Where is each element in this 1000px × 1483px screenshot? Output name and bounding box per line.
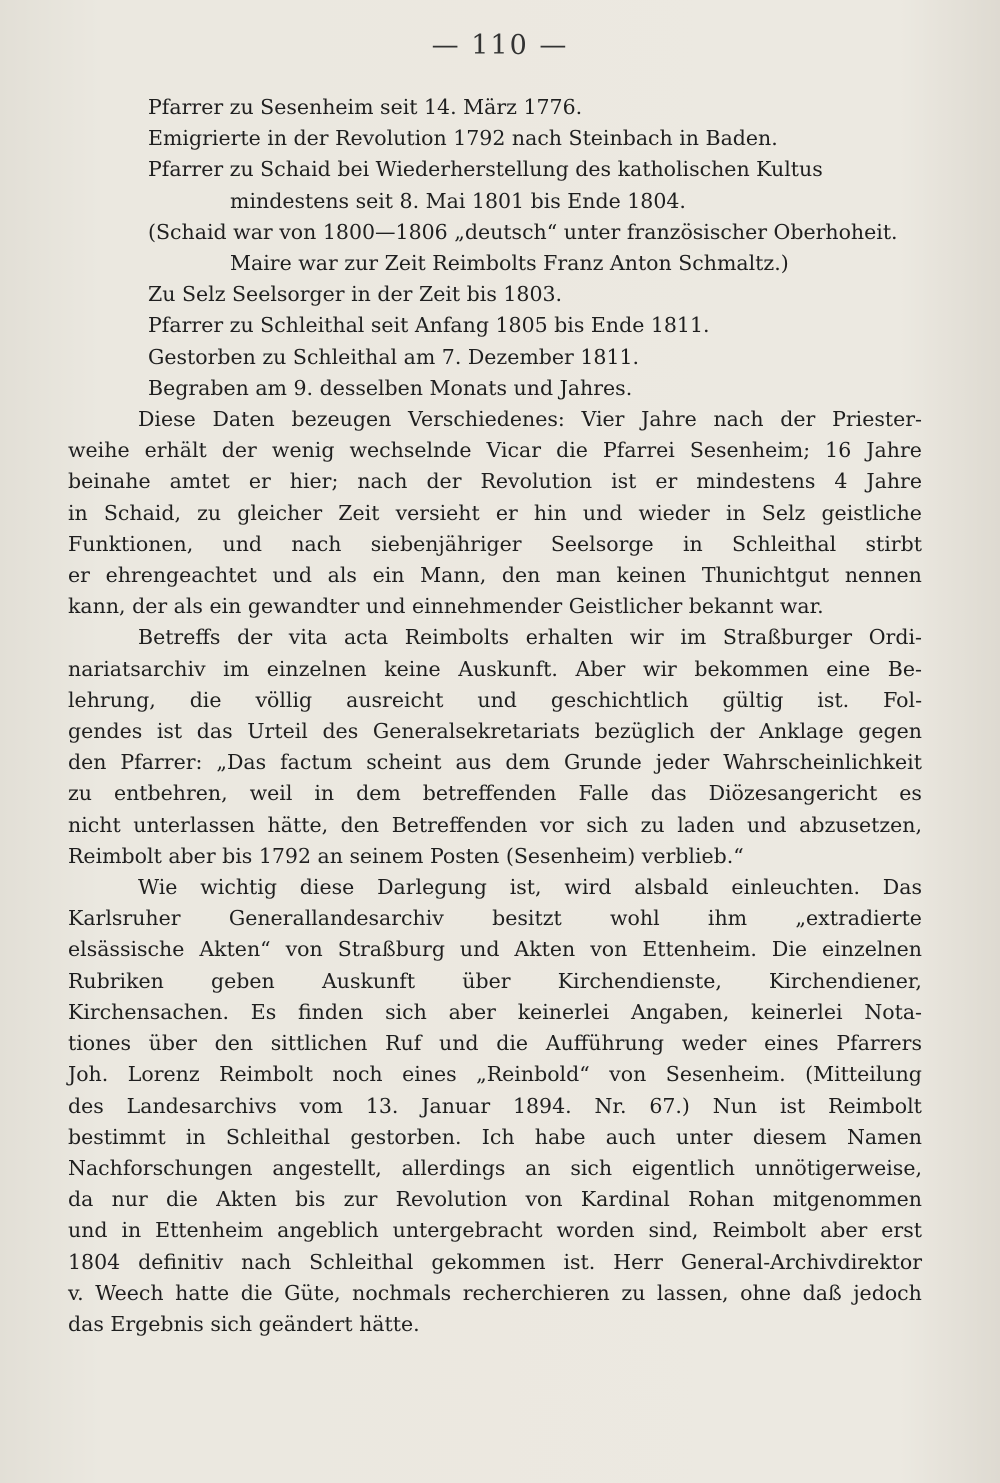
paragraph-line: Diese Daten bezeugen Verschiedenes: Vier Jahre nach der Priester-: [138, 407, 922, 432]
biography-entry-line: Pfarrer zu Schaid bei Wiederherstellung des katholischen Kultus: [148, 157, 823, 182]
biography-entry-line: (Schaid war von 1800—1806 „deutsch“ unter französischer Oberhoheit.: [148, 219, 898, 244]
paragraph-line: Karlsruher Generallandesarchiv besitzt wohl ihm „extradierte: [68, 906, 922, 931]
paragraph-line: nicht unterlassen hätte, den Betreffenden vor sich zu laden und abzusetzen,: [68, 812, 922, 837]
paragraph-line: Reimbolt aber bis 1792 an seinem Posten (Sesenheim) verblieb.“: [68, 843, 744, 868]
paragraph-line: Joh. Lorenz Reimbolt noch eines „Reinbold“ von Sesenheim. (Mitteilung: [68, 1062, 922, 1087]
paragraph-line: Rubriken geben Auskunft über Kirchendienste, Kirchendiener,: [68, 968, 922, 993]
paragraph-line: bestimmt in Schleithal gestorben. Ich habe auch unter diesem Namen: [68, 1124, 922, 1149]
paragraph-line: und in Ettenheim angeblich untergebracht worden sind, Reimbolt aber erst: [68, 1218, 922, 1243]
paragraph-line: lehrung, die völlig ausreicht und geschichtlich gültig ist. Fol-: [68, 687, 922, 712]
paragraph-line: weihe erhält der wenig wechselnde Vicar die Pfarrei Sesenheim; 16 Jahre: [68, 438, 922, 463]
paragraph-line: nariatsarchiv im einzelnen keine Auskunft. Aber wir bekommen eine Be-: [68, 656, 922, 681]
paragraph-line: 1804 definitiv nach Schleithal gekommen ist. Herr General-Archivdirektor: [68, 1249, 922, 1274]
paragraph-line: elsässische Akten“ von Straßburg und Akten von Ettenheim. Die einzelnen: [68, 937, 922, 962]
paragraph-line: Kirchensachen. Es finden sich aber keinerlei Angaben, keinerlei Nota-: [68, 999, 922, 1024]
paragraph-line: Nachforschungen angestellt, allerdings an sich eigentlich unnötigerweise,: [68, 1155, 922, 1180]
biography-entry-line: Pfarrer zu Schleithal seit Anfang 1805 bis Ende 1811.: [148, 313, 710, 338]
paragraph: [68, 404, 922, 622]
biography-entry-line: Maire war zur Zeit Reimbolts Franz Anton Schmaltz.): [230, 251, 789, 276]
biography-entries: [68, 92, 922, 404]
paragraph-line: beinahe amtet er hier; nach der Revolution ist er mindestens 4 Jahre: [68, 469, 922, 494]
paragraph-line: zu entbehren, weil in dem betreffenden Falle das Diözesangericht es: [68, 781, 922, 806]
page-number: — 110 —: [431, 30, 569, 61]
biography-entry-line: Gestorben zu Schleithal am 7. Dezember 1811.: [148, 344, 640, 369]
paragraph-line: das Ergebnis sich geändert hätte.: [68, 1311, 420, 1336]
biography-entry-line: Begraben am 9. desselben Monats und Jahres.: [148, 375, 633, 400]
paragraph: [68, 622, 922, 872]
paragraph-line: da nur die Akten bis zur Revolution von Kardinal Rohan mitgenommen: [68, 1187, 922, 1212]
biography-entry-line: Zu Selz Seelsorger in der Zeit bis 1803.: [148, 282, 563, 307]
biography-entry-line: Pfarrer zu Sesenheim seit 14. März 1776.: [148, 95, 583, 119]
paragraph-line: tiones über den sittlichen Ruf und die Aufführung weder eines Pfarrers: [68, 1031, 922, 1056]
paragraph-line: Betreffs der vita acta Reimbolts erhalten wir im Straßburger Ordi-: [138, 625, 922, 650]
biography-entry-line: mindestens seit 8. Mai 1801 bis Ende 1804.: [230, 188, 686, 213]
paragraph-line: des Landesarchivs vom 13. Januar 1894. Nr. 67.) Nun ist Reimbolt: [68, 1093, 922, 1118]
paragraph-line: in Schaid, zu gleicher Zeit versieht er hin und wieder in Selz geistliche: [68, 500, 922, 525]
paragraph-line: Wie wichtig diese Darlegung ist, wird alsbald einleuchten. Das: [138, 875, 922, 900]
paragraph: [68, 872, 922, 1340]
paragraph-line: den Pfarrer: „Das factum scheint aus dem Grunde jeder Wahrscheinlichkeit: [68, 750, 922, 775]
page-text: [68, 92, 922, 1340]
paragraph-line: gendes ist das Urteil des Generalsekretariats bezüglich der Anklage gegen: [68, 719, 922, 744]
paragraph-line: v. Weech hatte die Güte, nochmals recherchieren zu lassen, ohne daß jedoch: [68, 1280, 922, 1305]
body-paragraphs: [68, 404, 922, 1340]
paragraph-line: er ehrengeachtet und als ein Mann, den man keinen Thunichtgut nennen: [68, 563, 922, 588]
biography-entry-line: Emigrierte in der Revolution 1792 nach Steinbach in Baden.: [148, 126, 778, 151]
paragraph-line: Funktionen, und nach siebenjähriger Seelsorge in Schleithal stirbt: [68, 531, 922, 556]
paragraph-line: kann, der als ein gewandter und einnehmender Geistlicher bekannt war.: [68, 594, 824, 619]
